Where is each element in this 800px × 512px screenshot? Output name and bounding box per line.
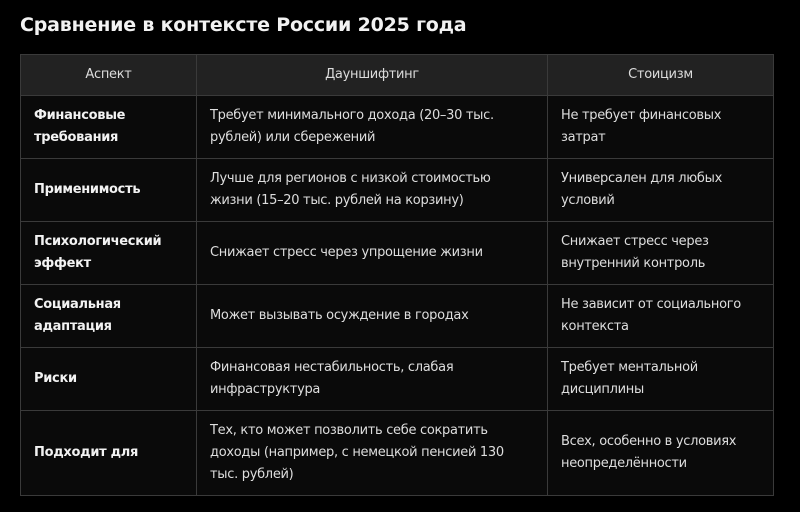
page-title: Сравнение в контексте России 2025 года: [20, 14, 467, 36]
column-header-downshifting: Дауншифтинг: [197, 55, 548, 96]
table-row: [21, 285, 774, 348]
stoicism-cell: Универсален для любых условий: [548, 159, 774, 222]
column-header-stoicism: Стоицизм: [548, 55, 774, 96]
table-row: [21, 96, 774, 159]
stoicism-cell: Не требует финансовых затрат: [548, 96, 774, 159]
aspect-cell: Применимость: [21, 159, 197, 222]
aspect-cell: Психологический эффект: [21, 222, 197, 285]
stoicism-cell: Не зависит от социального контекста: [548, 285, 774, 348]
stoicism-cell: Требует ментальной дисциплины: [548, 348, 774, 411]
downshifting-cell: Может вызывать осуждение в городах: [197, 285, 548, 348]
aspect-cell: Социальная адаптация: [21, 285, 197, 348]
column-header-aspect: Аспект: [21, 55, 197, 96]
aspect-cell: Финансовые требования: [21, 96, 197, 159]
table-row: [21, 222, 774, 285]
comparison-table: [20, 54, 774, 496]
table-row: [21, 159, 774, 222]
downshifting-cell: Снижает стресс через упрощение жизни: [197, 222, 548, 285]
table-header-row: [21, 55, 774, 96]
downshifting-cell: Требует минимального дохода (20–30 тыс. рублей) или сбережений: [197, 96, 548, 159]
aspect-cell: Подходит для: [21, 411, 197, 496]
table-row: [21, 348, 774, 411]
downshifting-cell: Финансовая нестабильность, слабая инфраструктура: [197, 348, 548, 411]
downshifting-cell: Лучше для регионов с низкой стоимостью жизни (15–20 тыс. рублей на корзину): [197, 159, 548, 222]
stoicism-cell: Всех, особенно в условиях неопределённости: [548, 411, 774, 496]
downshifting-cell: Тех, кто может позволить себе сократить доходы (например, с немецкой пенсией 130 тыс. рублей): [197, 411, 548, 496]
aspect-cell: Риски: [21, 348, 197, 411]
stoicism-cell: Снижает стресс через внутренний контроль: [548, 222, 774, 285]
table-row: [21, 411, 774, 496]
